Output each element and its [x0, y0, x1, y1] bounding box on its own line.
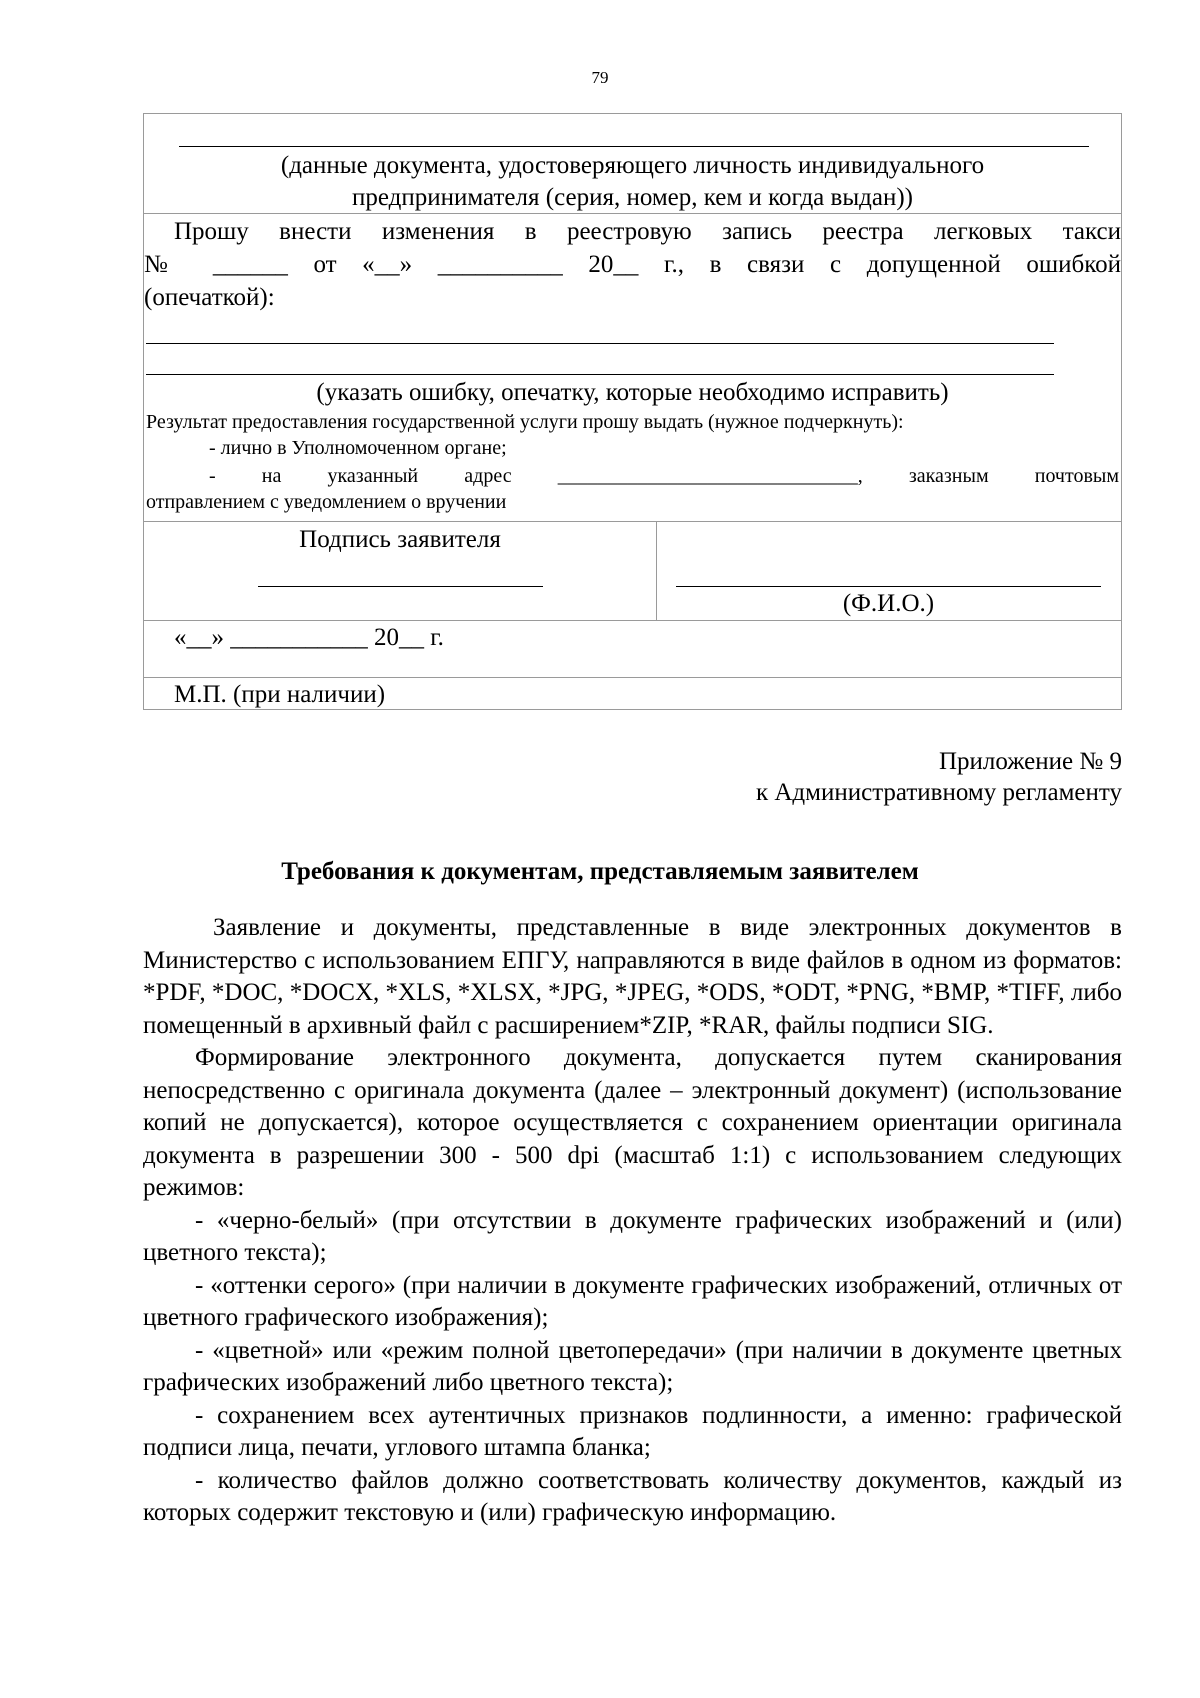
id-caption-line-2: предпринимателя (серия, номер, кем и когда выдан))	[352, 184, 913, 211]
signature-label: Подпись заявителя	[299, 526, 501, 553]
result-line: Результат предоставления государственной услуги прошу выдать (нужное подчеркнуть):	[146, 411, 904, 433]
fill-line-error-1	[146, 343, 1054, 344]
option-in-person: - лично в Уполномоченном органе;	[209, 437, 507, 459]
fill-line-error-2	[146, 374, 1054, 375]
option-by-mail-continued: отправлением с уведомлением о вручении	[146, 491, 507, 513]
stamp-label: М.П. (при наличии)	[174, 681, 386, 708]
list-item: - «черно-белый» (при отсутствии в документе графических изображений и (или) цветного текста);	[143, 1206, 1122, 1266]
page-number: 79	[591, 68, 609, 87]
application-form	[143, 113, 1122, 710]
fio-caption: (Ф.И.О.)	[842, 590, 935, 617]
paragraph: Формирование электронного документа, допускается путем сканирования непосредственно с оригинала документа (далее – электронный документ) (использование копий не допускается), которое осуществляется с сохранением ориентации оригинала документа в разрешении 300 - 500 dpi (масштаб 1:1) с использованием следующих режимов:	[143, 1044, 1122, 1201]
request-line-3: (опечаткой):	[144, 284, 275, 311]
row-divider	[144, 213, 1121, 214]
fill-line-id-document	[179, 146, 1089, 147]
row-divider	[144, 620, 1121, 621]
id-caption-line-1: (данные документа, удостоверяющего личность индивидуального	[280, 152, 985, 179]
section-heading: Требования к документам, представляемым заявителем	[281, 858, 919, 885]
appendix-number: Приложение № 9	[938, 748, 1122, 775]
row-divider	[144, 521, 1121, 522]
list-item: - сохранением всех аутентичных признаков подлинности, а именно: графической подписи лица, печати, углового штампа бланка;	[143, 1401, 1122, 1461]
list-item: - «цветной» или «режим полной цветопередачи» (при наличии в документе цветных графических изображений либо цветного текста);	[143, 1336, 1122, 1396]
paragraph: Заявление и документы, представленные в виде электронных документов в Министерство с использованием ЕПГУ, направляются в виде файлов в одном из форматов: *PDF, *DOC, *DOCX, *XLS, *XLSX, *JPG, *JPEG, *ODS, *ODT, *PNG, *BMP, *TIFF, либо помещенный в архивный файл с расширением*ZIP, *RAR, файлы подписи SIG.	[143, 914, 1122, 1039]
option-by-mail: - на указанный адрес ______________________________, заказным почтовым	[209, 465, 1119, 487]
row-divider	[144, 677, 1121, 678]
list-item: - количество файлов должно соответствовать количеству документов, каждый из которых содержит текстовую и (или) графическую информацию.	[143, 1466, 1122, 1526]
appendix-label	[756, 746, 1122, 808]
fio-line	[676, 586, 1101, 587]
request-line-2: № ______ от «__» __________ 20__ г., в связи с допущенной ошибкой	[144, 251, 1121, 278]
list-item: - «оттенки серого» (при наличии в документе графических изображений, отличных от цветного графического изображения);	[143, 1271, 1122, 1331]
date-line: «__» ___________ 20__ г.	[174, 624, 444, 651]
signature-line	[258, 586, 543, 587]
requirements-text	[143, 912, 1122, 1530]
appendix-reference: к Административному регламенту	[755, 779, 1122, 806]
request-line-1: Прошу внести изменения в реестровую запись реестра легковых такси	[174, 218, 1121, 245]
error-caption: (указать ошибку, опечатку, которые необходимо исправить)	[316, 379, 949, 406]
